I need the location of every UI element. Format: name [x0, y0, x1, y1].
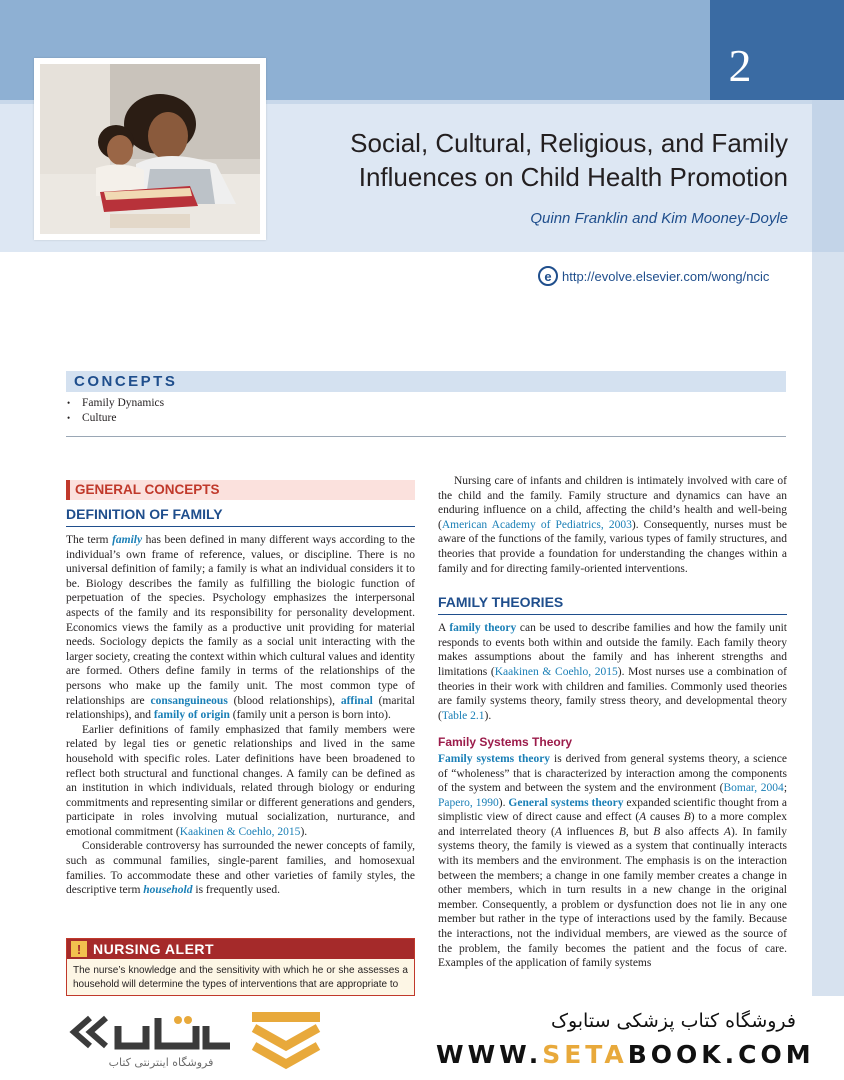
left-column	[66, 480, 415, 898]
shop-name: فروشگاه کتاب پزشکی ستابوک	[550, 1010, 796, 1032]
nursing-alert-header	[67, 939, 414, 959]
text-run: is frequently used.	[192, 884, 281, 897]
family-systems-theory-heading: Family Systems Theory	[438, 735, 573, 750]
table-link[interactable]: Table 2.1	[441, 709, 485, 722]
key-term: General systems theory	[508, 796, 624, 809]
text-run: , but	[625, 825, 654, 838]
text-run: (family unit a person is born into).	[229, 709, 391, 722]
text-run: ).	[300, 825, 308, 838]
mother-child-reading-photo	[40, 64, 260, 234]
text-run: influences	[561, 825, 619, 838]
concepts-divider	[66, 436, 786, 437]
paragraph	[66, 533, 415, 723]
paragraph	[438, 752, 787, 971]
paragraph	[66, 839, 415, 897]
key-term: family of origin	[153, 709, 230, 722]
text-run: A	[438, 622, 450, 635]
evolve-url[interactable]: http://evolve.elsevier.com/wong/ncic	[562, 268, 770, 284]
text-run: Nursing care of infants and children is intimately involved with care of the child and the family. Family structure and dynamics can have an enduring influence on a child, affecting the child’s health and well-being (	[438, 475, 787, 531]
key-term: family theory	[449, 622, 517, 635]
text-run: can be used to describe families and how the family unit responds to events both within and outside the family. Each family theory makes assumptions about the family and has inherent strengths and limitations (	[438, 622, 787, 678]
setabook-logo-subtitle: فروشگاه اینترنتی کتاب	[108, 1056, 214, 1069]
text-run: ). In family systems theory, the family is viewed as a system that continually interacts with its members and the environment. The emphasis is on the interaction between the members; a change in one family member creates a change in other members, which in turn results in a new change in the original member. Consequently, a problem or dysfunction does not lie in any one member but rather in the type of interactions used by the family. Because the interactions, not the individual members, are viewed as the source of the problem, the family becomes the patient and the focus of care. Examples of the application of family systems	[438, 825, 788, 970]
text-run: expanded scientific thought from a simplistic view of direct cause and effect (	[438, 796, 787, 824]
citation-link[interactable]: Kaakinen & Coehlo, 2015	[494, 665, 618, 678]
text-run: ). Consequently, nurses must be aware of the functions of the family, various types of family structures, and theories that provide a foundation for understanding the changes within a family and for directing family-oriented interventions.	[438, 518, 787, 575]
paragraph	[438, 621, 787, 723]
citation-link[interactable]: American Academy of Pediatrics, 2003	[441, 518, 632, 531]
key-term: family	[112, 534, 143, 546]
paragraph	[66, 723, 415, 840]
paragraph	[438, 474, 787, 576]
chapter-photo-frame	[34, 58, 266, 240]
side-strip-inner	[812, 252, 844, 996]
italic-variable: A	[639, 811, 647, 824]
chapter-authors: Quinn Franklin and Kim Mooney-Doyle	[530, 210, 788, 227]
chapter-title	[280, 126, 788, 194]
concept-item: • Family Dynamics	[66, 396, 786, 411]
citation-link[interactable]: Papero, 1990	[438, 796, 499, 809]
concepts-heading: CONCEPTS	[74, 373, 178, 390]
citation-link[interactable]: Kaakinen & Coehlo, 2015	[179, 825, 301, 838]
nursing-alert-box	[66, 938, 415, 996]
shop-url[interactable]	[436, 1040, 815, 1069]
text-run: also affects	[660, 825, 724, 838]
chevron-down-icon	[250, 1012, 322, 1070]
evolve-e-icon: e	[538, 266, 558, 286]
text-run: ). Most nurses use a combination of theories in their work with children and families. Commonly used theories are family systems theory, family stress theory, and developmental theory (	[438, 665, 787, 722]
citation-link[interactable]: Bomar, 2004	[723, 782, 784, 795]
italic-variable: B	[653, 825, 661, 838]
key-term: Family systems theory	[438, 752, 551, 765]
text-run: (blood relationships),	[227, 694, 341, 707]
general-concepts-heading: GENERAL CONCEPTS	[66, 480, 415, 500]
concept-item: • Culture	[66, 411, 786, 426]
nursing-alert-text: The nurse’s knowledge and the sensitivity with which he or she assesses a household will determine the types of interventions that are appropriate to	[73, 965, 408, 990]
right-column	[438, 474, 787, 971]
text-run: ;	[783, 782, 788, 795]
text-run: The term	[66, 534, 113, 546]
italic-variable: A	[554, 825, 562, 838]
text-run: ).	[484, 709, 492, 722]
url-part-accent: SETA	[542, 1040, 628, 1069]
concepts-list	[66, 396, 786, 426]
chapter-title-line1: Social, Cultural, Religious, and Family	[350, 128, 788, 158]
url-part: BOOK.COM	[627, 1040, 815, 1069]
text-run: Earlier definitions of family emphasized that family members were related by legal ties or genetic relationships and lived in the same household with specific roles. Later definitions have been broadened to reflect both structural and functional changes. A family can be defined as an institution in which individuals, related through biology or enduring commitments and representing similar or different generations and genders, participate in roles involving mutual socialization, nurturance, and emotional commitment (	[66, 723, 415, 838]
definition-of-family-heading: DEFINITION OF FAMILY	[66, 506, 415, 527]
chapter-title-line2: Influences on Child Health Promotion	[358, 162, 788, 192]
exclamation-icon: !	[71, 941, 87, 957]
text-run: Considerable controversy has surrounded the newer concepts of family, such as communal families, single-parent families, and homosexual families. To accommodate these and other varieties of family styles, the descriptive term	[66, 840, 415, 897]
text-run: ) to a more complex and interrelated theory (	[438, 811, 787, 838]
key-term: household	[143, 884, 193, 897]
url-part: WWW.	[436, 1040, 543, 1069]
key-term: consanguineous	[150, 694, 228, 707]
italic-variable: B	[683, 811, 691, 824]
evolve-link[interactable]	[538, 266, 769, 286]
family-theories-heading: FAMILY THEORIES	[438, 594, 787, 615]
key-term: affinal	[340, 694, 373, 707]
text-run: is derived from general systems theory, a science of “wholeness” that is characterized by interaction among the components of the system and between the system and the environment (	[438, 752, 788, 795]
nursing-alert-title: NURSING ALERT	[93, 941, 215, 957]
italic-variable: A	[723, 825, 731, 838]
chapter-number: 2	[728, 40, 752, 91]
text-run: has been defined in many different ways according to the individual’s own frame of reference, values, or discipline. There is no universal definition of family; a family is what an individual considers it to be. Biology describes the family as fulfilling the biologic function of perpetuation of the species. Psychology emphasizes the interpersonal aspects of the family and its responsibility for personality development. Economics views the family as a productive unit providing for material needs. Sociology depicts the family as a social unit interacting with the larger society, creating the context within which cultural values and identity are formed. Others define family in terms of the relationships of the persons who make up the family unit. The most common type of relationships are	[66, 534, 415, 707]
italic-variable: B	[618, 825, 626, 838]
text-run: causes	[646, 811, 684, 824]
text-run: (marital relationships), and	[66, 694, 415, 722]
text-run: ).	[498, 796, 509, 809]
